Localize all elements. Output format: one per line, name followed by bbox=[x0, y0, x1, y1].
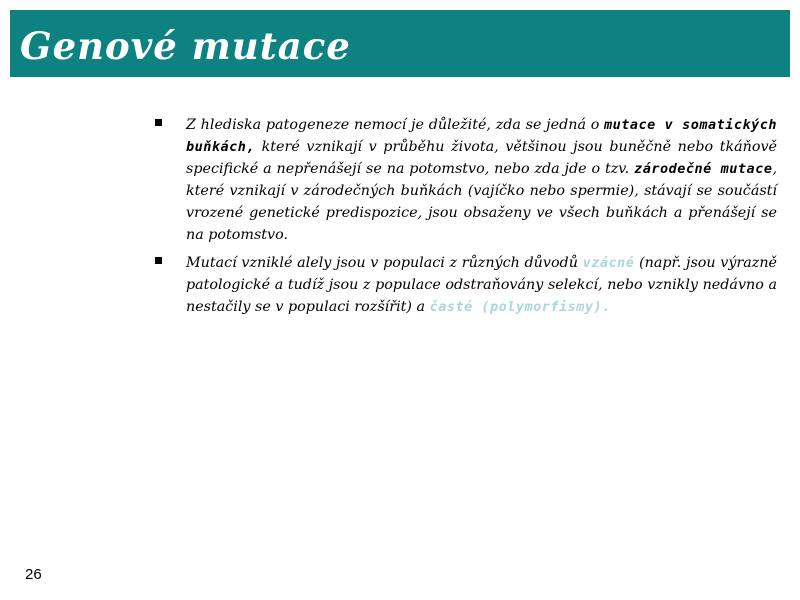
slide-title: Genové mutace bbox=[20, 24, 351, 68]
bullet-text bbox=[186, 252, 777, 318]
bullet-text bbox=[186, 114, 777, 246]
highlighted-term: časté (polymorfismy). bbox=[429, 299, 611, 315]
square-bullet-icon bbox=[155, 119, 162, 126]
emphasis-term: mutace v somatických buňkách, bbox=[186, 117, 777, 155]
text-segment: , které vznikají v zárodečných buňkách (vajíčko nebo spermie), stávají se součástí vrozené genetické predispozice, jsou obsaženy ve všech buňkách a přenášejí se na potomstvo. bbox=[186, 161, 777, 243]
bullet-item-1 bbox=[155, 114, 777, 246]
bullet-list bbox=[155, 114, 777, 324]
text-segment: Z hlediska patogeneze nemocí je důležité, zda se jedná o bbox=[186, 117, 605, 133]
text-segment: (např. jsou výrazně patologické a tudíž jsou z populace odstraňovány selekcí, nebo vznikly nedávno a nestačily se v populaci rozšířit) a bbox=[186, 255, 778, 315]
title-bar bbox=[10, 10, 790, 77]
text-segment: Mutací vzniklé alely jsou v populaci z různých důvodů bbox=[186, 255, 583, 271]
text-segment: které vznikají v průběhu života, většinou jsou buněčně nebo tkáňově specifické a nepřenášejí se na potomstvo, nebo zda jde o tzv. bbox=[186, 139, 777, 177]
page-number: 26 bbox=[25, 566, 42, 583]
emphasis-term: zárodečné mutace bbox=[634, 161, 773, 177]
square-bullet-icon bbox=[155, 257, 162, 264]
bullet-item-2 bbox=[155, 252, 777, 318]
highlighted-term: vzácné bbox=[582, 255, 635, 271]
